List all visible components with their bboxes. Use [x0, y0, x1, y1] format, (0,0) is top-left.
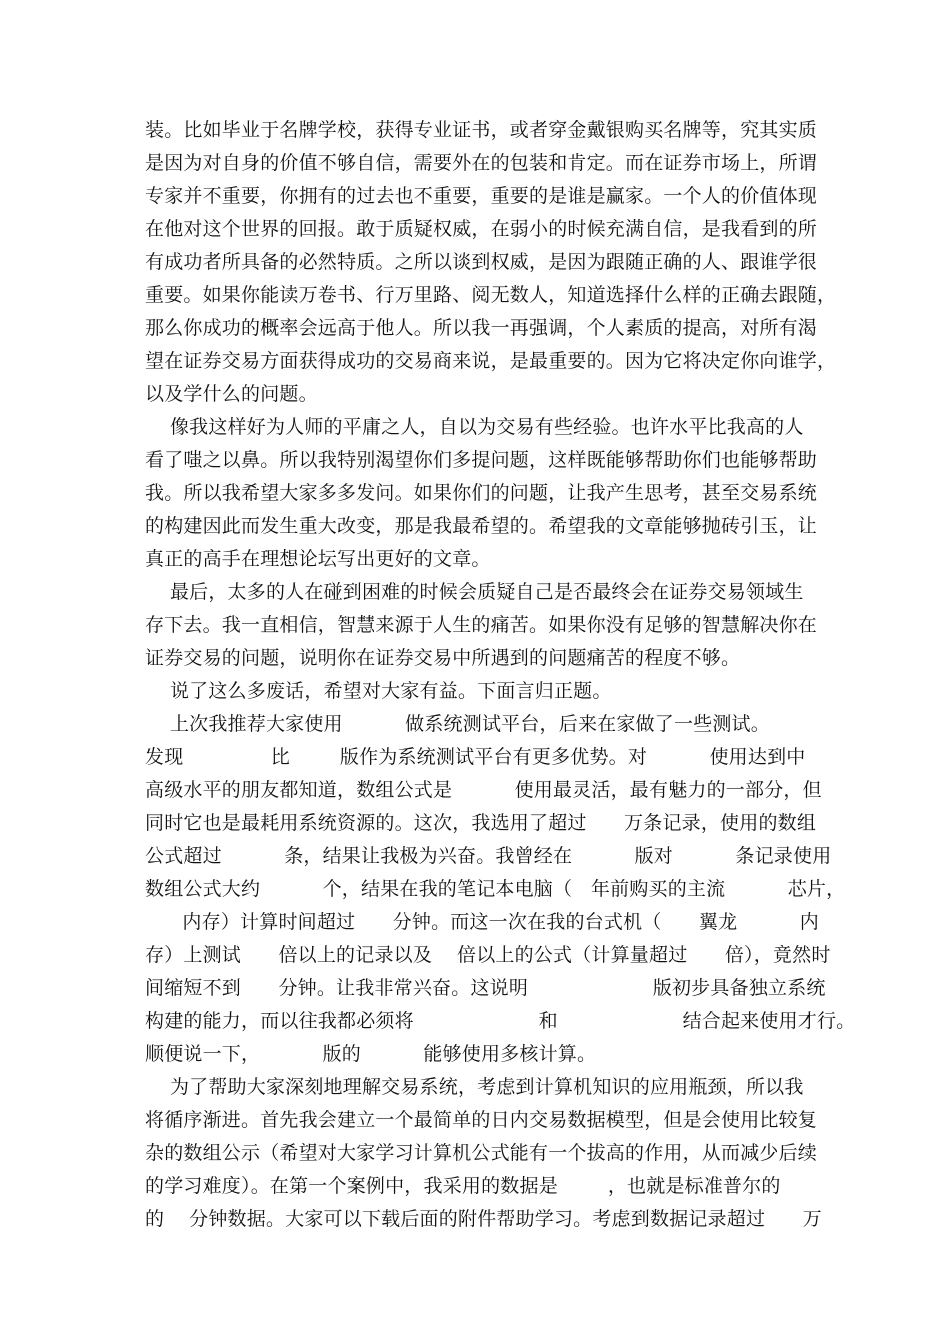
- text-line: 在他对这个世界的回报。敢于质疑权威，在弱小的时候充满自信，是我看到的所: [145, 218, 818, 240]
- text-line: 说了这么多废话，希望对大家有益。下面言归正题。: [145, 680, 612, 702]
- text-line: 重要。如果你能读万卷书、行万里路、阅无数人，知道选择什么样的正确去跟随，: [145, 284, 837, 306]
- text-line: 最后，太多的人在碰到困难的时候会质疑自己是否最终会在证券交易领域生: [145, 581, 804, 603]
- text-line: 为了帮助大家深刻地理解交易系统，考虑到计算机知识的应用瓶颈，所以我: [145, 1076, 804, 1098]
- text-line: 看了嗤之以鼻。所以我特别渴望你们多提问题，这样既能够帮助你们也能够帮助: [145, 449, 818, 471]
- text-line: 真正的高手在理想论坛写出更好的文章。: [145, 548, 491, 570]
- text-line: 证券交易的问题，说明你在证券交易中所遇到的问题痛苦的程度不够。: [145, 647, 741, 669]
- text-line: 构建的能力，而以往我都必须将 和 结合起来使用才行。: [145, 1010, 856, 1032]
- text-line: 存下去。我一直相信，智慧来源于人生的痛苦。如果你没有足够的智慧解决你在: [145, 614, 818, 636]
- text-line: 我。所以我希望大家多多发问。如果你们的问题，让我产生思考，甚至交易系统: [145, 482, 818, 504]
- text-line: 公式超过 条，结果让我极为兴奋。我曾经在 版对 条记录使用: [145, 845, 832, 867]
- text-line: 那么你成功的概率会远高于他人。所以我一再强调，个人素质的提高，对所有渴: [145, 317, 818, 339]
- text-line: 存）上测试 倍以上的记录以及 倍以上的公式（计算量超过 倍），竟然时: [145, 944, 831, 966]
- text-line: 望在证券交易方面获得成功的交易商来说，是最重要的。因为它将决定你向谁学，: [145, 350, 837, 372]
- text-line: 以及学什么的问题。: [145, 383, 318, 405]
- text-line: 是因为对自身的价值不够自信，需要外在的包装和肯定。而在证券市场上，所谓: [145, 152, 818, 174]
- text-line: 顺便说一下， 版的 能够使用多核计算。: [145, 1043, 597, 1065]
- text-line: 装。比如毕业于名牌学校，获得专业证书，或者穿金戴银购买名牌等，究其实质: [145, 119, 818, 141]
- text-line: 数组公式大约 个，结果在我的笔记本电脑（ 年前购买的主流 芯片，: [145, 878, 846, 900]
- text-line: 的构建因此而发生重大改变，那是我最希望的。希望我的文章能够抛砖引玉，让: [145, 515, 818, 537]
- text-line: 像我这样好为人师的平庸之人，自以为交易有些经验。也许水平比我高的人: [145, 416, 804, 438]
- text-line: 高级水平的朋友都知道，数组公式是 使用最灵活，最有魅力的一部分，但: [145, 779, 822, 801]
- text-line: 发现 比 版作为系统测试平台有更多优势。对 使用达到中: [145, 746, 806, 768]
- text-line: 上次我推荐大家使用 做系统测试平台，后来在家做了一些测试。: [145, 713, 770, 735]
- text-line: 将循序渐进。首先我会建立一个最简单的日内交易数据模型，但是会使用比较复: [145, 1109, 818, 1131]
- text-line: 内存）计算时间超过 分钟。而这一次在我的台式机（ 翼龙 内: [145, 911, 819, 933]
- text-line: 间缩短不到 分钟。让我非常兴奋。这说明 版初步具备独立系统: [145, 977, 826, 999]
- text-line: 同时它也是最耗用系统资源的。这次，我选用了超过 万条记录，使用的数组: [145, 812, 817, 834]
- text-line: 有成功者所具备的必然特质。之所以谈到权威，是因为跟随正确的人、跟谁学很: [145, 251, 818, 273]
- text-line: 的 分钟数据。大家可以下载后面的附件帮助学习。考虑到数据记录超过 万: [145, 1208, 822, 1230]
- text-line: 杂的数组公示（希望对大家学习计算机公式能有一个拔高的作用，从而减少后续: [145, 1142, 818, 1164]
- text-line: 专家并不重要，你拥有的过去也不重要，重要的是谁是赢家。一个人的价值体现: [145, 185, 818, 207]
- text-line: 的学习难度）。在第一个案例中，我采用的数据是 ，也就是标准普尔的: [145, 1175, 781, 1197]
